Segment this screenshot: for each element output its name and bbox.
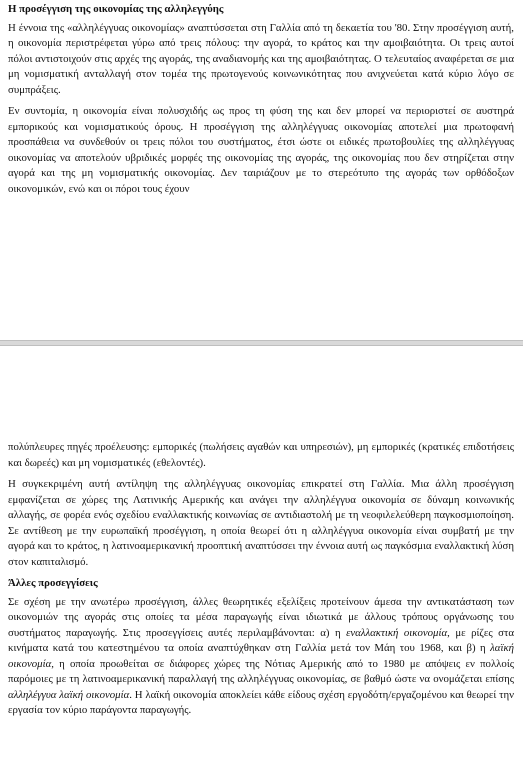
paragraph-3: Η συγκεκριμένη αυτή αντίληψη της αλληλέγγυας οικονομίας επικρατεί στη Γαλλία. Μια άλλη προσέγγιση εμφανίζεται σε χώρες της Λατινικής Αμερικής και ανάγει την αλληλέγγυα οικονομία σε δύναμη κοινωνικής αλλαγής, σε φορέα ενός σχεδίου εναλλακτικής κοινωνίας σε αντιδιαστολή με τη νεοφιλελεύθερη παγκοσμιοποίηση. Σε αντίθεση με την ευρωπαϊκή προσέγγιση, η οποία θεωρεί ότι η αλληλέγγυα οικονομία είναι συμβατή με την αγορά και το κράτος, η λατινοαμερικανική προοπτική αναπτύσσει την έννοια αυτή ως παγκόσμια εναλλακτική λύση στον καπιταλισμό. — [8, 478, 514, 568]
paragraph-1: Η έννοια της «αλληλέγγυας οικονομίας» αναπτύσσεται στη Γαλλία από τη δεκαετία του '80. Στην προσέγγιση αυτή, η οικονομία περιστρέφεται γύρω από τρεις πόλους: την αγορά, το κράτος και την αμοιβαιότητα. Οι τρεις αυτοί πόλοι αντιστοιχούν στις αρχές της αγοράς, της αναδιανομής και της αμοιβαιότητας. Ο τελευταίος αναφέρεται σε μια μη νομισματική ανταλλαγή στον τομέα της πρωτογενούς κοινωνικότητας που ανιχνεύεται κατά κύριο λόγο σε συμπράξεις. — [8, 21, 514, 96]
term-solidarity-popular-economy: αλληλέγγυα λαϊκή οικονομία — [8, 688, 130, 701]
page-2-content — [8, 440, 514, 727]
paragraph-4 — [8, 595, 514, 719]
paragraph-4-text-b: , με ρίζες στα κινήματα κατά του κατεστημένου τα οποία αναπτύχθηκαν στη Γαλλία μετά τον Μάη του 1968, και β) η — [8, 626, 514, 654]
term-popular-economy: λαϊκή οικονομία — [8, 642, 514, 670]
paragraph-4-text-c: , η οποία προωθείται σε διάφορες χώρες της Νότιας Αμερικής από το 1980 με απόψεις εν πολλοίς παρόμοιες με τη λατινοαμερικανική παραλλαγή της αλληλέγγυας οικονομίας, σε βαθμό ώστε να ονομάζεται επίσης — [8, 657, 514, 685]
document-page-2 — [0, 346, 523, 771]
paragraph-2-continued: πολύπλευρες πηγές προέλευσης: εμπορικές (πωλήσεις αγαθών και υπηρεσιών), μη εμπορικές (κρατικές επιδοτήσεις και δωρεές) και μη νομισματικές (εθελοντές). — [8, 441, 514, 469]
paragraph-2: Εν συντομία, η οικονομία είναι πολυσχιδής ως προς τη φύση της και δεν μπορεί να περιοριστεί σε αυστηρά εμπορικούς και νομισματικούς όρους. Η προσέγγιση της αλληλέγγυας οικονομίας αποτελεί μια πρωτοφανή προσπάθεια να συνδεθούν οι τρεις πόλοι του συστήματος, έτσι ώστε οι ειδικές πρωτοβουλίες της αλληλέγγυας οικονομίας να αποτελούν υβριδικές μορφές της οικονομίας της αγοράς, της οικονομίας που δεν στηρίζεται στην αγορά και της μη νομισματικής οικονομίας. Δεν ταιριάζουν με το στερεότυπο της αγοράς των ορθόδοξων οικονομικών, ενώ και οι πόροι τους έχουν — [8, 105, 514, 195]
page-1-content — [8, 2, 514, 205]
paragraph-4-text-a: Σε σχέση με την ανωτέρω προσέγγιση, άλλες θεωρητικές εξελίξεις προτείνουν άμεσα την αντικατάσταση των οικονομιών της αγοράς στις οποίες τα μέσα παραγωγής είναι ιδιωτικά με άλλους τρόπους οργάνωσης του συστήματος παραγωγής. Στις προσεγγίσεις αυτές περιλαμβάνονται: α) η — [8, 595, 514, 639]
section-heading-other-approaches: Άλλες προσεγγίσεις — [8, 577, 98, 589]
document-page-1 — [0, 0, 523, 340]
paragraph-4-text-d: . Η λαϊκή οικονομία αποκλείει κάθε είδους σχέση εργοδότη/εργαζομένου και θεωρεί την εργασία τον κύριο παράγοντα παραγωγής. — [8, 688, 514, 716]
term-alternative-economy: εναλλακτική οικονομία — [346, 626, 448, 639]
section-heading-solidarity-economy: Η προσέγγιση της οικονομίας της αλληλεγγύης — [8, 3, 224, 15]
